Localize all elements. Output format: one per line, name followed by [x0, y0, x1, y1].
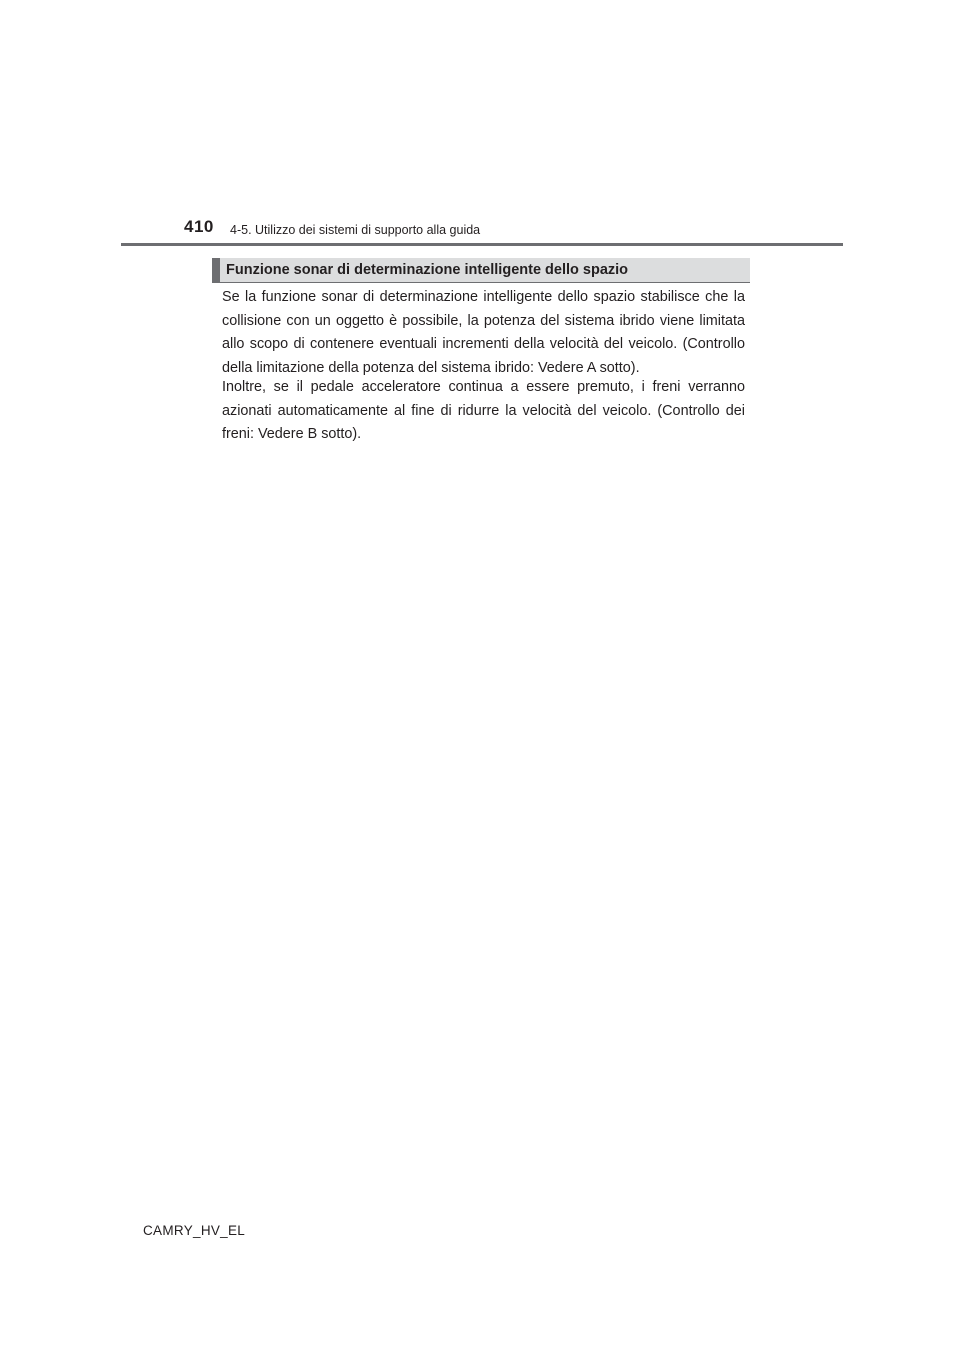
body-paragraph: Se la funzione sonar di determinazione intelligente dello spazio stabilisce che la collisione con un oggetto è possibile, la potenza del sistema ibrido viene limitata allo scopo di contenere eventuali incrementi della velocità del veicolo. (Controllo della limitazione della potenza del sistema ibrido: Vedere A sotto). — [222, 289, 745, 376]
header-divider — [121, 243, 843, 246]
section-heading: Funzione sonar di determinazione intelligente dello spazio — [226, 262, 629, 278]
page-number: 410 — [184, 217, 214, 236]
section-heading-bar — [212, 258, 750, 283]
section-accent-marker — [212, 258, 220, 282]
footer-model-code: CAMRY_HV_EL — [143, 1223, 246, 1238]
body-paragraph: Inoltre, se il pedale acceleratore continua a essere premuto, i freni verranno azionati automaticamente al fine di ridurre la velocità del veicolo. (Controllo dei freni: Vedere B sotto). — [222, 379, 745, 442]
chapter-title: 4-5. Utilizzo dei sistemi di supporto alla guida — [230, 223, 481, 237]
